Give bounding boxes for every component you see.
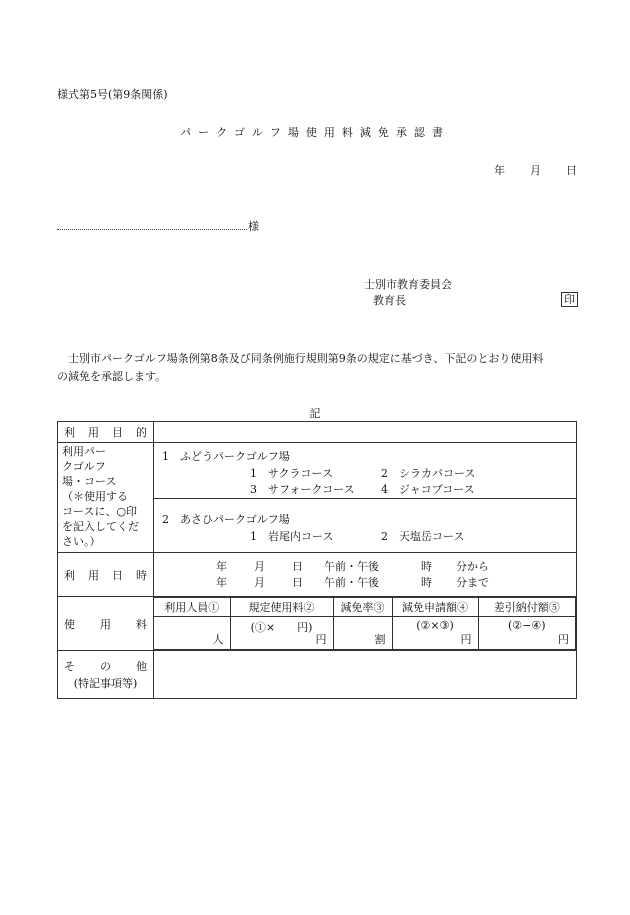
datetime-field: 月 <box>254 560 265 573</box>
fee-formula: (②−④) <box>507 619 546 632</box>
fee-unit: 割 <box>374 633 386 646</box>
body-text-line-1: 士別市パークゴルフ場条例第8条及び同条例施行規則第9条の規定に基づき、下記のとおり使用料 <box>68 352 544 365</box>
exemption-rate-cell[interactable] <box>333 617 392 650</box>
place-label-line: を記入してくだ <box>62 520 139 533</box>
datetime-field: 日 <box>292 560 303 573</box>
form-number: 様式第5号(第9条関係) <box>57 88 168 101</box>
course-option[interactable]: 1 サクラコース <box>250 467 334 480</box>
place-label-line: クゴルフ <box>62 460 106 473</box>
seal-mark: 印 <box>561 292 578 307</box>
other-sub-label: (特記事項等) <box>73 676 138 690</box>
label-char: 料 <box>136 617 147 631</box>
date-label <box>58 553 154 597</box>
purpose-label <box>58 422 154 443</box>
place-label-line: さい。） <box>62 535 101 548</box>
datetime-field: 年 <box>216 576 227 589</box>
place-label-line: 場・コース <box>62 475 117 488</box>
course-option[interactable]: 1 岩尾内コース <box>250 530 334 543</box>
datetime-field: 月 <box>254 576 265 589</box>
course-option[interactable]: 2 シラカバコース <box>381 467 476 480</box>
label-char: 使 <box>64 617 75 631</box>
fee-grid <box>154 597 577 651</box>
label-char: 用 <box>88 568 99 582</box>
place-label <box>58 443 154 553</box>
label-char: 時 <box>136 568 147 582</box>
course-option[interactable]: 3 サフォークコース <box>250 483 355 496</box>
course-option[interactable]: 4 ジャコブコース <box>381 483 475 496</box>
course-option[interactable]: 2 天塩岳コース <box>381 530 465 543</box>
fee-label <box>58 597 154 651</box>
issuer-title: 教育長 <box>373 294 406 307</box>
headcount-cell[interactable] <box>154 617 230 650</box>
fee-header: 差引納付額⑤ <box>478 598 576 617</box>
course-budou-name: 1 ふどうパークゴルフ場 <box>162 450 290 463</box>
fee-label-chars <box>58 616 153 632</box>
payment-amount-cell[interactable] <box>478 617 576 650</box>
page-title: パークゴルフ場使用料減免承認書 <box>180 126 450 139</box>
label-char: 利 <box>64 568 75 582</box>
course-asahi[interactable] <box>154 499 577 553</box>
course-budou[interactable] <box>154 443 577 499</box>
body-text-line-2: の減免を承認します。 <box>57 370 167 383</box>
fee-exemption-table <box>57 421 577 699</box>
standard-fee-cell[interactable] <box>230 617 333 650</box>
ki-heading: 記 <box>309 407 321 420</box>
label-char: そ <box>64 659 75 673</box>
date-year: 年 <box>494 164 505 177</box>
datetime-field: 午前・午後 <box>324 560 379 573</box>
label-char: 的 <box>136 426 147 439</box>
fee-formula: (①× 円) <box>250 621 313 634</box>
course-asahi-name: 2 あさひパークゴルフ場 <box>162 513 290 526</box>
fee-header: 減免率③ <box>333 598 392 617</box>
label-char: 利 <box>64 426 75 439</box>
addressee-suffix: 様 <box>248 220 259 233</box>
fee-formula: (②×③) <box>416 619 454 632</box>
label-char: 目 <box>112 426 123 439</box>
label-char: 用 <box>88 426 99 439</box>
other-input[interactable] <box>154 651 577 699</box>
fee-unit: 円 <box>460 633 472 646</box>
purpose-label-chars <box>58 424 153 440</box>
purpose-input[interactable] <box>154 422 577 443</box>
fee-header: 規定使用料② <box>230 598 333 617</box>
addressee-line <box>57 229 247 230</box>
date-day: 日 <box>566 164 577 177</box>
place-label-line: コースに、○印 <box>62 505 138 518</box>
datetime-input[interactable] <box>154 553 577 597</box>
fee-inner-table <box>154 597 576 650</box>
label-char: の <box>100 659 111 673</box>
datetime-field: 年 <box>216 560 227 573</box>
datetime-field: 時 <box>421 576 432 589</box>
other-label-chars <box>58 658 153 675</box>
datetime-field: 分から <box>456 560 489 573</box>
date-month: 月 <box>530 164 541 177</box>
fee-unit: 円 <box>315 633 327 646</box>
place-label-line: 利用パー <box>62 445 106 458</box>
label-char: 他 <box>136 659 147 673</box>
fee-header: 減免申請額④ <box>392 598 478 617</box>
datetime-field: 日 <box>292 576 303 589</box>
label-char: 日 <box>112 568 123 582</box>
datetime-field: 分まで <box>456 576 489 589</box>
label-char: 用 <box>100 617 111 631</box>
fee-unit: 円 <box>558 633 569 646</box>
issuer-org: 士別市教育委員会 <box>364 278 452 291</box>
datetime-field: 時 <box>421 560 432 573</box>
date-label-chars <box>58 567 153 583</box>
datetime-field: 午前・午後 <box>324 576 379 589</box>
exemption-amount-cell[interactable] <box>392 617 478 650</box>
fee-header: 利用人員① <box>154 598 230 617</box>
place-label-line: （＊使用する <box>62 490 128 503</box>
other-label <box>58 651 154 699</box>
fee-unit: 人 <box>212 633 224 646</box>
